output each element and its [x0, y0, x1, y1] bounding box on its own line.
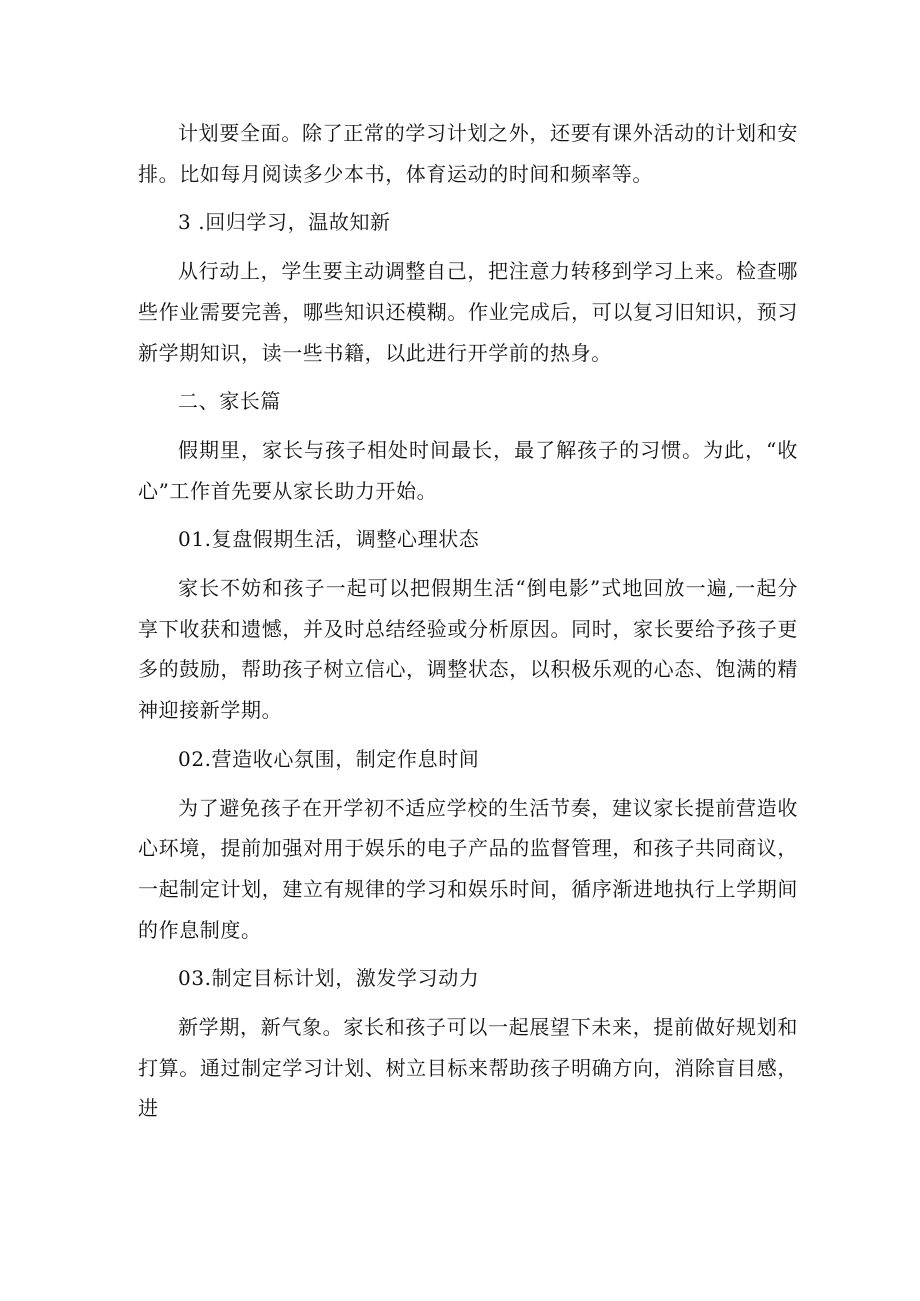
- heading-set-goals: 03.制定目标计划，激发学习动力: [178, 966, 480, 991]
- heading-return-to-study: 3 .回归学习，温故知新: [178, 210, 391, 235]
- paragraph-student-action: 从行动上，学生要主动调整自己，把注意力转移到学习上来。检查哪些作业需要完善，哪些知识还模糊。作业完成后，可以复习旧知识，预习新学期知识，读一些书籍，以此进行开学前的热身。: [138, 259, 798, 365]
- paragraph-plan-comprehensive: 计划要全面。除了正常的学习计划之外，还要有课外活动的计划和安排。比如每月阅读多少本书，体育运动的时间和频率等。: [138, 121, 798, 186]
- heading-create-atmosphere: 02.营造收心氛围，制定作息时间: [178, 746, 480, 771]
- heading-parents-section: 二、家长篇: [178, 389, 281, 414]
- document-body: [138, 113, 798, 1137]
- heading-review-holiday: 01.复盘假期生活，调整心理状态: [178, 527, 480, 552]
- paragraph-parents-intro: 假期里，家长与孩子相处时间最长，最了解孩子的习惯。为此，“收心”工作首先要从家长助力开始。: [138, 437, 798, 503]
- paragraph-review-holiday: 家长不妨和孩子一起可以把假期生活“倒电影”式地回放一遍,一起分享下收获和遗憾，并及时总结经验或分析原因。同时，家长要给予孩子更多的鼓励，帮助孩子树立信心，调整状态，以积极乐观的心态、饱满的精神迎接新学期。: [138, 576, 798, 723]
- paragraph-set-goals: 新学期，新气象。家长和孩子可以一起展望下未来，提前做好规划和打算。通过制定学习计划、树立目标来帮助孩子明确方向，消除盲目感，进: [138, 1015, 798, 1121]
- paragraph-create-atmosphere: 为了避免孩子在开学初不适应学校的生活节奏，建议家长提前营造收心环境，提前加强对用于娱乐的电子产品的监督管理，和孩子共同商议，一起制定计划，建立有规律的学习和娱乐时间，循序渐进地执行上学期间的作息制度。: [138, 795, 798, 942]
